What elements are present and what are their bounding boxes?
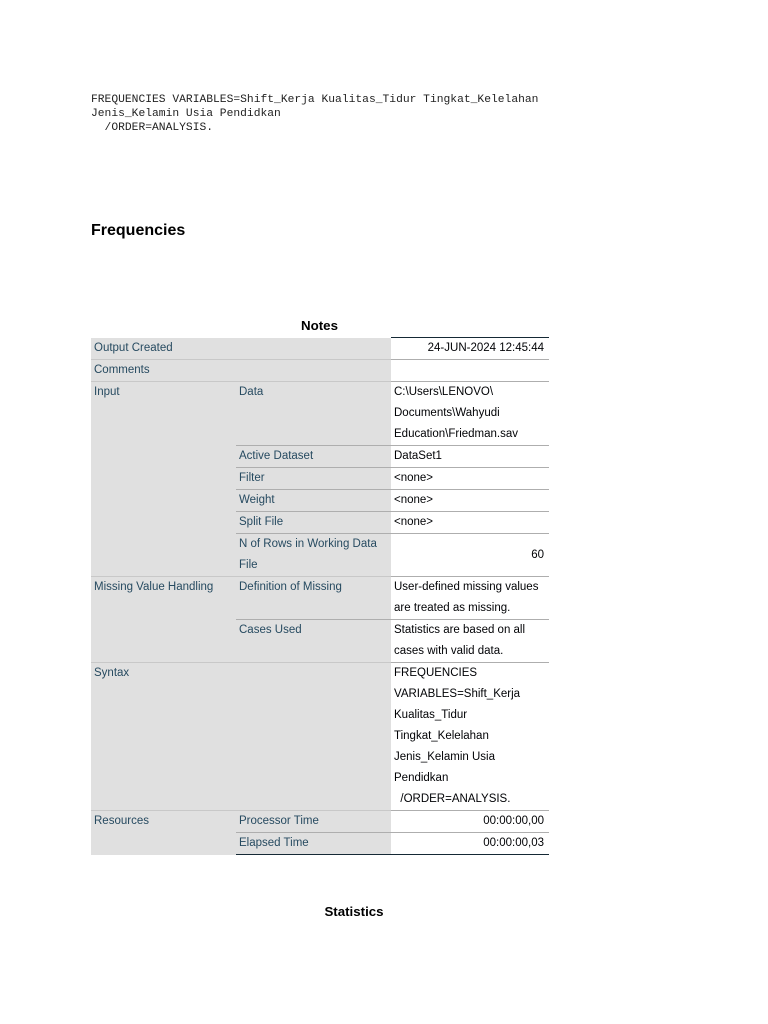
value-line: Kualitas_Tidur — [394, 709, 468, 721]
row-label-n-rows — [236, 534, 391, 577]
syntax-value — [391, 663, 549, 811]
row-label-missing-value-handling: Missing Value Handling — [91, 577, 236, 663]
row-label-definition-of-missing: Definition of Missing — [236, 577, 391, 620]
filter-value: <none> — [391, 468, 549, 490]
row-label-data: Data — [236, 382, 391, 446]
value-line: /ORDER=ANALYSIS. — [394, 793, 511, 805]
row-label-cases-used: Cases Used — [236, 620, 391, 663]
active-dataset-value: DataSet1 — [391, 446, 549, 468]
row-label-split-file: Split File — [236, 512, 391, 534]
row-label-output-created: Output Created — [91, 338, 391, 360]
row-label-elapsed-time: Elapsed Time — [236, 833, 391, 855]
notes-table-title: Notes — [301, 318, 338, 333]
row-label-comments: Comments — [91, 360, 391, 382]
value-line: Jenis_Kelamin Usia — [394, 751, 495, 763]
value-line: Tingkat_Kelelahan — [394, 730, 489, 742]
value-line: Statistics are based on all — [394, 624, 526, 636]
syntax-log — [91, 93, 538, 135]
value-line: Education\Friedman.sav — [394, 428, 519, 440]
row-label-processor-time: Processor Time — [236, 811, 391, 833]
value-line: C:\Users\LENOVO\ — [394, 386, 494, 398]
value-line: cases with valid data. — [394, 645, 504, 657]
row-label-weight: Weight — [236, 490, 391, 512]
row-label-active-dataset: Active Dataset — [236, 446, 391, 468]
n-rows-value: 60 — [391, 534, 549, 577]
value-line: are treated as missing. — [394, 602, 511, 614]
definition-value — [391, 577, 549, 620]
row-label-syntax: Syntax — [91, 663, 391, 811]
cases-used-value — [391, 620, 549, 663]
row-label-filter: Filter — [236, 468, 391, 490]
value-line: Documents\Wahyudi — [394, 407, 500, 419]
row-label-input: Input — [91, 382, 236, 577]
syntax-line: FREQUENCIES VARIABLES=Shift_Kerja Kualitas_Tidur Tingkat_Kelelahan — [91, 94, 539, 106]
weight-value: <none> — [391, 490, 549, 512]
table-row — [91, 382, 549, 446]
processor-time-value: 00:00:00,00 — [391, 811, 549, 833]
notes-table — [91, 337, 549, 855]
table-row — [91, 577, 549, 620]
statistics-table-title: Statistics — [324, 904, 384, 919]
data-value — [391, 382, 549, 446]
table-row — [91, 663, 549, 811]
value-line: FREQUENCIES — [394, 667, 478, 679]
value-line: VARIABLES=Shift_Kerja — [394, 688, 521, 700]
comments-value — [391, 360, 549, 382]
section-heading: Frequencies — [91, 222, 186, 239]
table-row — [91, 360, 549, 382]
split-file-value: <none> — [391, 512, 549, 534]
table-row — [91, 811, 549, 833]
syntax-line: Jenis_Kelamin Usia Pendidkan — [91, 108, 281, 120]
syntax-line: /ORDER=ANALYSIS. — [91, 122, 214, 134]
table-row — [91, 338, 549, 360]
output-created-value: 24-JUN-2024 12:45:44 — [391, 338, 549, 360]
label-line: N of Rows in Working Data — [239, 538, 377, 550]
elapsed-time-value: 00:00:00,03 — [391, 833, 549, 855]
value-line: User-defined missing values — [394, 581, 539, 593]
value-line: Pendidkan — [394, 772, 449, 784]
row-label-resources: Resources — [91, 811, 236, 855]
label-line: File — [239, 559, 258, 571]
